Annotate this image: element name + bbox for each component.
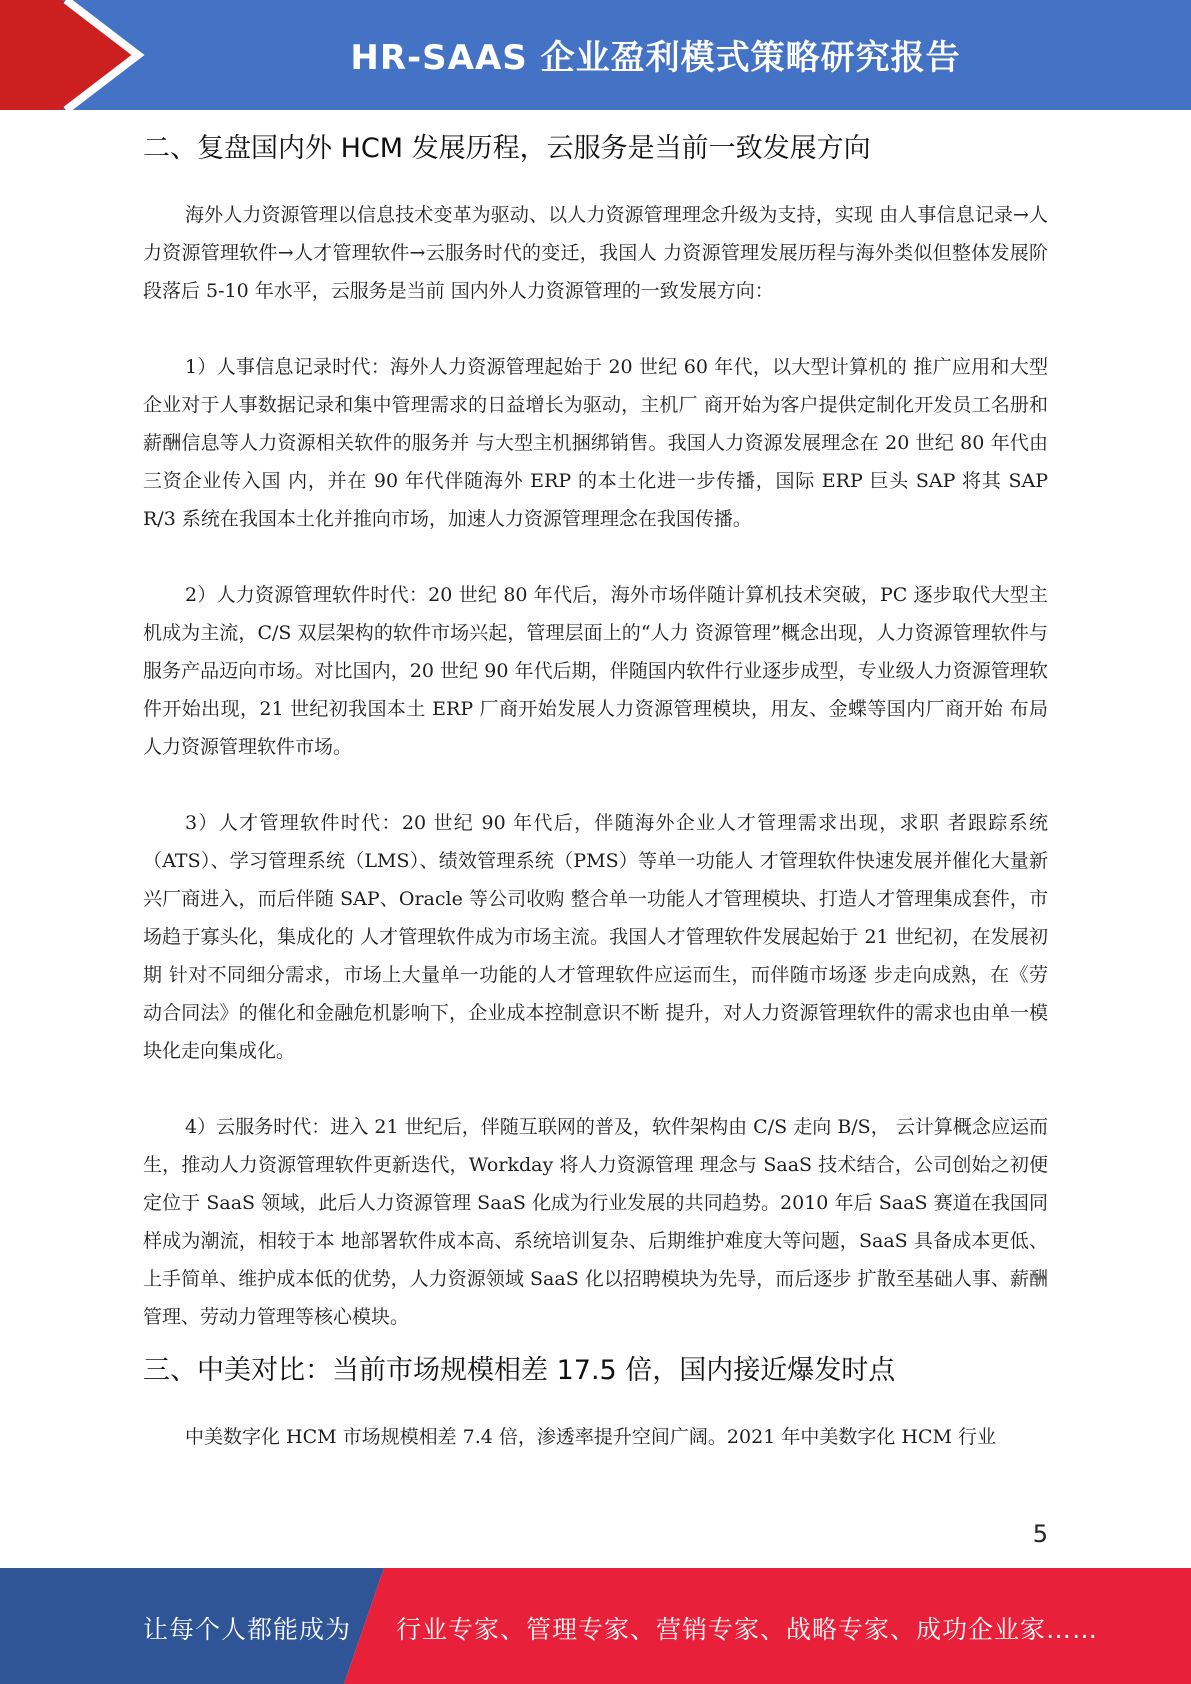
paragraph-era-2: 2）人力资源管理软件时代：20 世纪 80 年代后，海外市场伴随计算机技术突破，PC 逐步取代大型主机成为主流，C/S 双层架构的软件市场兴起，管理层面上的“人力 资源管理”概念出现，人力资源管理软件与服务产品迈向市场。对比国内，20 世纪 90 年代后期，伴随国内软件行业逐步成型，专业级人力资源管理软件开始出现，21 世纪初我国本土 ERP 厂商开始发展人力资源管理模块，用友、金蝶等国内厂商开始 布局人力资源管理软件市场。	[143, 584, 1048, 758]
paragraph-intro: 海外人力资源管理以信息技术变革为驱动、以人力资源管理理念升级为支持，实现 由人事信息记录→人力资源管理软件→人才管理软件→云服务时代的变迁，我国人 力资源管理发展历程与海外类似但整体发展阶段落后 5-10 年水平，云服务是当前 国内外人力资源管理的一致发展方向：	[143, 204, 1048, 302]
document-body	[143, 130, 1048, 1456]
footer-banner	[0, 1568, 1191, 1684]
paragraph-era-1: 1）人事信息记录时代：海外人力资源管理起始于 20 世纪 60 年代，以大型计算机的 推广应用和大型企业对于人事数据记录和集中管理需求的日益增长为驱动，主机厂 商开始为客户提供定制化开发员工名册和薪酬信息等人力资源相关软件的服务并 与大型主机捆绑销售。我国人力资源发展理念在 20 世纪 80 年代由三资企业传入国 内，并在 90 年代伴随海外 ERP 的本土化进一步传播，国际 ERP 巨头 SAP 将其 SAP R/3 系统在我国本土化并推向市场，加速人力资源管理理念在我国传播。	[143, 356, 1048, 530]
section-heading-3: 三、中美对比：当前市场规模相差 17.5 倍，国内接近爆发时点	[143, 1355, 896, 1386]
footer-slogan-right: 行业专家、管理专家、营销专家、战略专家、成功企业家……	[396, 1615, 1099, 1644]
paragraph-era-4: 4）云服务时代：进入 21 世纪后，伴随互联网的普及，软件架构由 C/S 走向 B/S， 云计算概念应运而生，推动人力资源管理软件更新迭代，Workday 将人力资源管理 理念与 SaaS 技术结合，公司创始之初便定位于 SaaS 领域，此后人力资源管理 SaaS 化成为行业发展的共同趋势。2010 年后 SaaS 赛道在我国同样成为潮流，相较于本 地部署软件成本高、系统培训复杂、后期维护难度大等问题，SaaS 具备成本更低、 上手简单、维护成本低的优势，人力资源领域 SaaS 化以招聘模块为先导，而后逐步 扩散至基础人事、薪酬管理、劳动力管理等核心模块。	[143, 1116, 1048, 1328]
footer-slogan-left: 让每个人都能成为	[143, 1615, 352, 1644]
page-number: 5	[1032, 1520, 1048, 1548]
section-heading-2: 二、复盘国内外 HCM 发展历程，云服务是当前一致发展方向	[143, 133, 871, 164]
header-bar	[0, 0, 1191, 110]
paragraph-era-3: 3）人才管理软件时代：20 世纪 90 年代后，伴随海外企业人才管理需求出现，求职 者跟踪系统（ATS）、学习管理系统（LMS）、绩效管理系统（PMS）等单一功能人 才管理软件快速发展并催化大量新兴厂商进入，而后伴随 SAP、Oracle 等公司收购 整合单一功能人才管理模块、打造人才管理集成套件，市场趋于寡头化，集成化的 人才管理软件成为市场主流。我国人才管理软件发展起始于 21 世纪初，在发展初期 针对不同细分需求，市场上大量单一功能的人才管理软件应运而生，而伴随市场逐 步走向成熟，在《劳动合同法》的催化和金融危机影响下，企业成本控制意识不断 提升，对人力资源管理软件的需求也由单一模块化走向集成化。	[143, 812, 1048, 1062]
report-title: HR-SAAS 企业盈利模式策略研究报告	[350, 38, 961, 78]
paragraph-comparison: 中美数字化 HCM 市场规模相差 7.4 倍，渗透率提升空间广阔。2021 年中美数字化 HCM 行业	[185, 1426, 996, 1448]
